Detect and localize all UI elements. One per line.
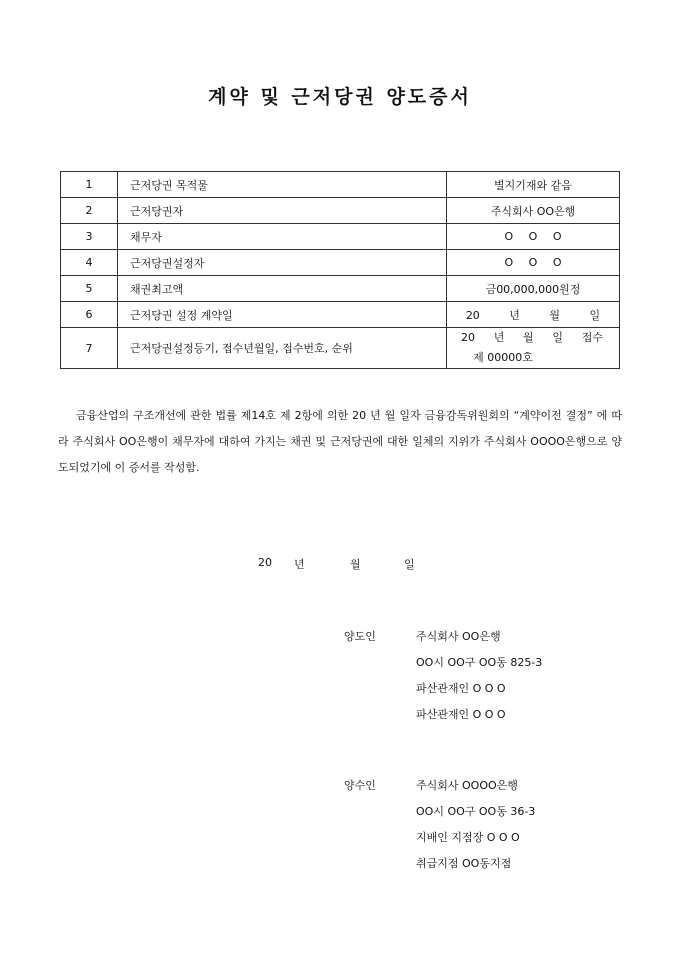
row-number: 5	[61, 276, 118, 302]
assignee-line: 지배인 지점장 O O O	[416, 831, 520, 844]
table-row	[61, 302, 620, 328]
assignor-line: 파산관재인 O O O	[416, 682, 506, 695]
assignee-line: OO시 OO구 OO동 36-3	[416, 805, 536, 818]
row-number: 3	[61, 224, 118, 250]
registration-date-line: 20 년 월 일 접수	[461, 331, 603, 344]
row-number: 7	[61, 328, 118, 369]
row-number: 6	[61, 302, 118, 328]
row-label: 근저당권 설정 계약일	[118, 302, 447, 328]
table-row	[61, 198, 620, 224]
table-row	[61, 224, 620, 250]
row-label: 근저당권 목적물	[118, 172, 447, 198]
row-value: 20 년 월 일	[447, 302, 620, 328]
row-value	[447, 328, 620, 369]
body-text: 금융산업의 구조개선에 관한 법률 제14호 제 2항에 의한 20 년 월 일자 금융감독위원회의 “계약이전 결정” 에 따라 주식회사 OO은행이 채무자에 대하여 가지는 채권 및 근저당권에 대한 일체의 지위가 주식회사 OOOO은행으로 양도되었기에 이 증서를 작성함.	[58, 409, 622, 474]
table-row	[61, 172, 620, 198]
row-value: 주식회사 OO은행	[447, 198, 620, 224]
document-title: 계약 및 근저당권 양도증서	[208, 86, 472, 108]
date-year-unit: 년	[294, 558, 305, 571]
row-label: 근저당권설정등기, 접수년월일, 접수번호, 순위	[118, 328, 447, 369]
details-table	[60, 171, 620, 369]
row-label: 채권최고액	[118, 276, 447, 302]
row-number: 2	[61, 198, 118, 224]
body-paragraph	[58, 403, 622, 481]
assignor-line: 파산관재인 O O O	[416, 708, 506, 721]
row-label: 근저당권자	[118, 198, 447, 224]
assignor-line: 주식회사 OO은행	[416, 630, 501, 643]
row-number: 1	[61, 172, 118, 198]
row-label: 근저당권설정자	[118, 250, 447, 276]
assignee-label: 양수인	[344, 779, 376, 792]
assignee-line: 주식회사 OOOO은행	[416, 779, 518, 792]
assignor-label: 양도인	[344, 630, 376, 643]
date-month-unit: 월	[350, 558, 361, 571]
table-row	[61, 328, 620, 369]
date-day-unit: 일	[404, 558, 415, 571]
assignee-line: 취급지점 OO동지점	[416, 857, 512, 870]
table-row	[61, 276, 620, 302]
assignor-line: OO시 OO구 OO동 825-3	[416, 656, 543, 669]
row-value: 별지기재와 같음	[447, 172, 620, 198]
registration-number-line: 제 00000호	[473, 351, 533, 364]
row-value: 금00,000,000원정	[447, 276, 620, 302]
row-label: 채무자	[118, 224, 447, 250]
row-number: 4	[61, 250, 118, 276]
row-value: O O O	[447, 224, 620, 250]
row-value: O O O	[447, 250, 620, 276]
date-year: 20	[258, 556, 272, 569]
table-row	[61, 250, 620, 276]
